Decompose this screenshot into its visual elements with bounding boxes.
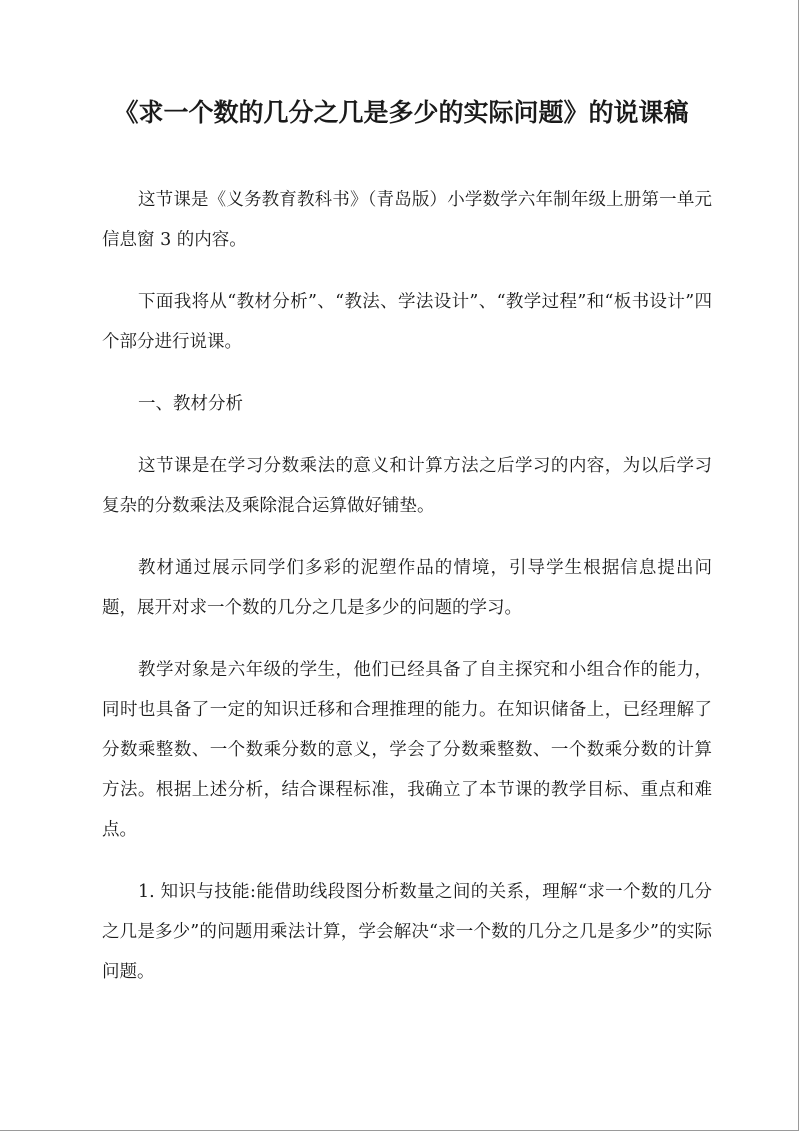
section-heading-textbook-analysis: 一、教材分析 xyxy=(138,394,243,414)
document-body xyxy=(102,180,712,1014)
paragraph-outline: 下面我将从“教材分析”、“教法、学法设计”、“教学过程”和“板书设计”四个部分进行说课。 xyxy=(102,292,712,352)
paragraph-students: 教学对象是六年级的学生，他们已经具备了自主探究和小组合作的能力，同时也具备了一定的知识迁移和合理推理的能力。在知识储备上，已经理解了分数乘整数、一个数乘分数的意义，学会了分数乘整数、一个数乘分数的计算方法。根据上述分析，结合课程标准，我确立了本节课的教学目标、重点和难点。 xyxy=(102,660,712,840)
document-title: 《求一个数的几分之几是多少的实际问题》的说课稿 xyxy=(113,98,689,127)
paragraph-textbook-situation: 教材通过展示同学们多彩的泥塑作品的情境，引导学生根据信息提出问题，展开对求一个数的几分之几是多少的问题的学习。 xyxy=(102,558,712,618)
paragraph-goal-knowledge-skills: 1. 知识与技能:能借助线段图分析数量之间的关系，理解“求一个数的几分之几是多少”的问题用乘法计算，学会解决“求一个数的几分之几是多少”的实际问题。 xyxy=(102,882,712,982)
paragraph-textbook-context: 这节课是在学习分数乘法的意义和计算方法之后学习的内容，为以后学习复杂的分数乘法及乘除混合运算做好铺垫。 xyxy=(102,456,712,516)
paragraph-intro: 这节课是《义务教育教科书》（青岛版）小学数学六年制年级上册第一单元信息窗 3 的内容。 xyxy=(102,190,712,250)
